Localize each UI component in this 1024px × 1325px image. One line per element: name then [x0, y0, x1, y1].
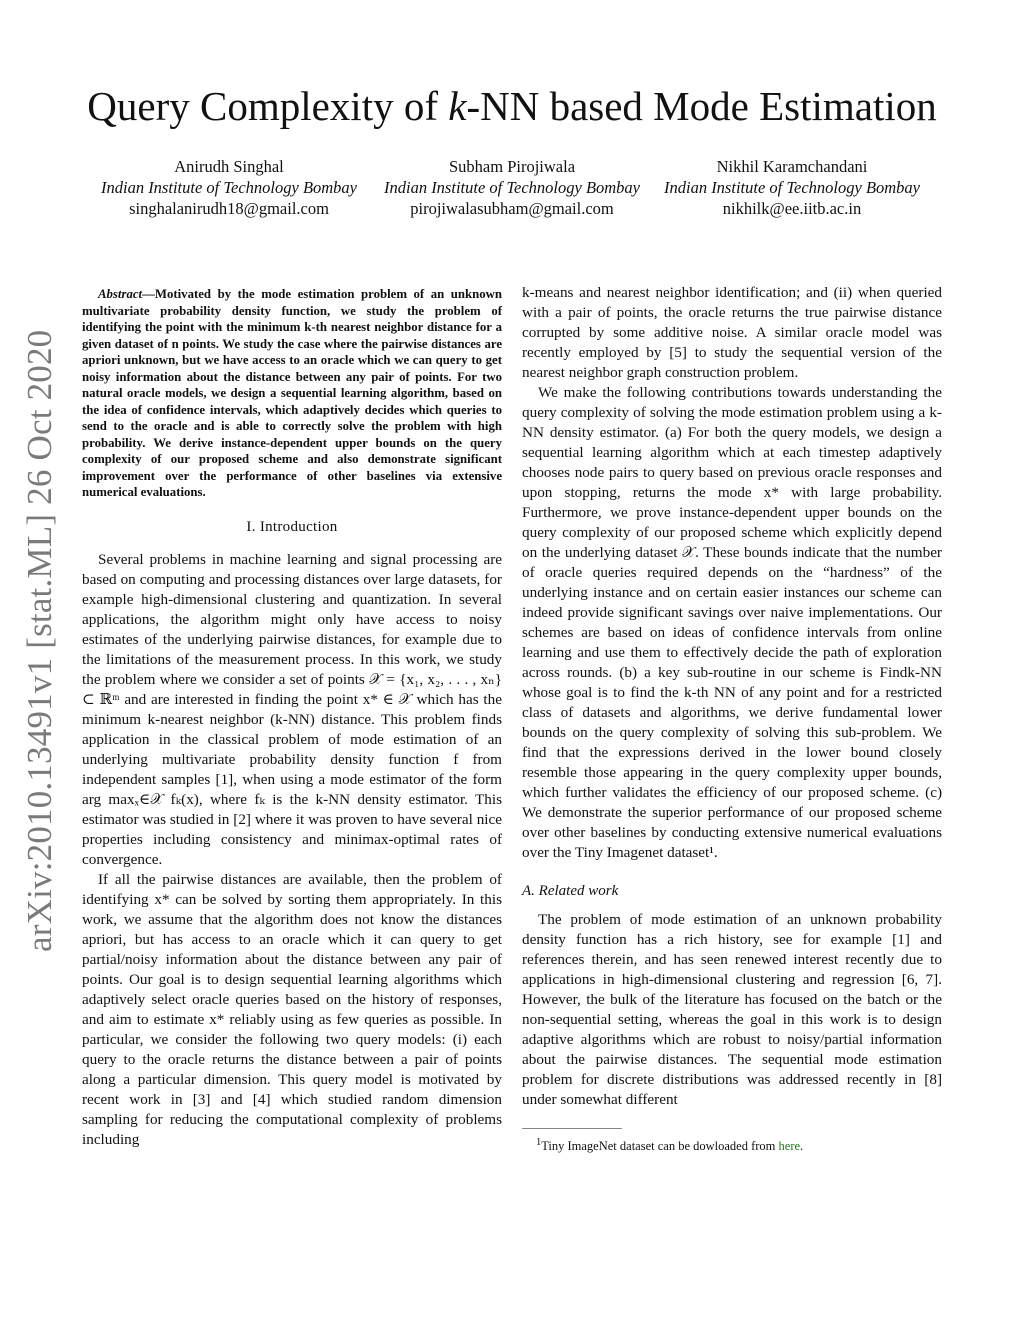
- footnote-end: .: [800, 1139, 804, 1154]
- footnote-divider: [522, 1128, 622, 1129]
- author-name: Subham Pirojiwala: [448, 157, 576, 176]
- footnote-mark: 1: [536, 1137, 542, 1148]
- paper-title: Query Complexity of k-NN based Mode Estimation: [87, 83, 937, 129]
- abstract: [82, 286, 502, 501]
- intro-paragraph-2: If all the pairwise distances are available, then the problem of identifying x* can be solved by sorting them appropriately. In this work, we assume that the algorithm does not know the distances apriori, but has access to an oracle which it can query to get partial/noisy information about the distance between any pair of points. Our goal is to design sequential learning algorithms which adaptively select oracle queries based on the history of responses, and aim to estimate x* reliably using as few queries as possible. In particular, we consider the following two query models: (i) each query to the oracle returns the distance between a pair of points along a particular dimension. This query model is motivated by recent work in [3] and [4] which studied random dimension sampling for reducing the computational complexity of problems including: [82, 870, 502, 1148]
- author-name: Anirudh Singhal: [174, 157, 284, 176]
- author-affiliation: Indian Institute of Technology Bombay: [100, 178, 358, 197]
- intro-paragraph-3: k-means and nearest neighbor identification; and (ii) when queried with a pair of points, the oracle returns the true pairwise distance corrupted by some additive noise. A similar oracle model was recently employed by [5] to study the sequential version of the nearest neighbor graph construction problem.: [522, 284, 942, 381]
- footnote-link[interactable]: here: [778, 1139, 801, 1154]
- arxiv-stamp: arXiv:2010.13491v1 [stat.ML] 26 Oct 2020: [20, 329, 59, 952]
- right-column: [522, 283, 942, 1154]
- subsection-heading-related-work: A. Related work: [522, 883, 619, 899]
- author-email: pirojiwalasubham@gmail.com: [410, 199, 614, 218]
- author-affiliation: Indian Institute of Technology Bombay: [383, 178, 641, 197]
- intro-paragraph-1: Several problems in machine learning and signal processing are based on computing and processing distances over large datasets, for example high-dimensional clustering and quantization. In several applications, the algorithm might only have access to noisy estimates of the underlying pairwise distances, for example due to the limitations of the measurement process. In this work, we study the problem where we consider a set of points 𝒳 = {x₁, x₂, . . . , xₙ} ⊂ ℝᵐ and are interested in finding the point x* ∈ 𝒳 which has the minimum k-nearest neighbor (k-NN) distance. This problem finds application in the classical problem of mode estimation of an underlying multivariate probability density function f from independent samples [1], when using a mode estimator of the form arg maxₓ∈𝒳 fₖ(x), where fₖ is the k-NN density estimator. This estimator was studied in [2] where it was proven to have several nice properties including consistency and minimax-optimal rates of convergence.: [82, 550, 502, 868]
- abstract-label: Abstract: [98, 287, 143, 301]
- footnote: [522, 1135, 942, 1154]
- author-block-2: [362, 156, 662, 219]
- author-name: Nikhil Karamchandani: [716, 157, 868, 176]
- contributions-paragraph: We make the following contributions towards understanding the query complexity of solving the mode estimation problem using a k-NN density estimator. (a) For both the query models, we design a sequential learning algorithm which at each timestep adaptively chooses node pairs to query based on previous oracle responses and upon stopping, returns the mode x* with large probability. Furthermore, we prove instance-dependent upper bounds on the query complexity of our proposed scheme which explicitly depend on the underlying dataset 𝒳. These bounds indicate that the number of oracle queries required depends on the “hardness” of the underlying instance and on certain easier instances our scheme can indeed provide significant savings over naive implementations. Our schemes are based on ideas of confidence intervals from online learning and use them to effectively decide the path of exploration across rounds. (b) a key sub-routine in our scheme is Findk-NN whose goal is to find the k-th NN of any point and for a restricted class of datasets and algorithms, we derive fundamental lower bounds on the query complexity of solving this sub-problem. We find that the expressions derived in the lower bound closely resemble those appearing in the query complexity upper bounds, which further validates the efficiency of our proposed scheme. (c) We demonstrate the superior performance of our proposed scheme over other baselines by conducting extensive numerical evaluations over the Tiny Imagenet dataset¹.: [522, 384, 942, 861]
- author-email: singhalanirudh18@gmail.com: [129, 199, 329, 218]
- author-block-3: [642, 156, 942, 219]
- author-block-1: [79, 156, 379, 219]
- abstract-text: —Motivated by the mode estimation problem of an unknown multivariate probability density function, we study the problem of identifying the point with the minimum k-th nearest neighbor distance for a given dataset of n points. We study the case where the pairwise distances are apriori unknown, but we have access to an oracle which we can query to get noisy information about the distance between any pair of points. For two natural oracle models, we design a sequential learning algorithm, based on the idea of confidence intervals, which adaptively decides which queries to send to the oracle and is able to correctly solve the problem with high probability. We derive instance-dependent upper bounds on the query complexity of our proposed scheme and also demonstrate significant improvement over the performance of other baselines via extensive numerical evaluations.: [82, 287, 502, 499]
- author-email: nikhilk@ee.iitb.ac.in: [722, 199, 862, 218]
- related-work-paragraph: The problem of mode estimation of an unknown probability density function has a rich history, see for example [1] and references therein, and has seen renewed interest recently due to applications in high-dimensional clustering and regression [6, 7]. However, the bulk of the literature has focused on the batch or the non-sequential setting, whereas the goal in this work is to design adaptive algorithms which are robust to noisy/partial information about the pairwise distances. The sequential mode estimation problem for discrete distributions was addressed recently in [8] under somewhat different: [522, 911, 942, 1108]
- footnote-text: Tiny ImageNet dataset can be dowloaded from: [541, 1139, 779, 1154]
- author-affiliation: Indian Institute of Technology Bombay: [663, 178, 921, 197]
- left-column: [82, 286, 502, 1150]
- section-heading-introduction: I. Introduction: [246, 518, 338, 535]
